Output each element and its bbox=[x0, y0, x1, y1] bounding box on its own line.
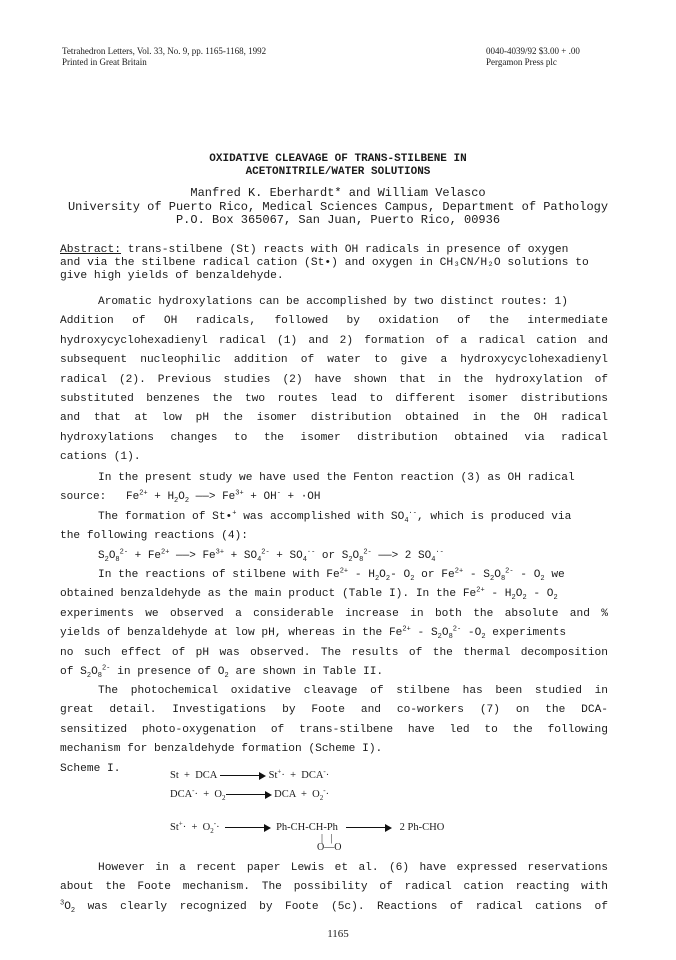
persulfate-equation: $S_2O_8^{2-} + Fe^{2+}$ ——> $Fe^{3+} + SO_4^{2-} + SO_4^{\cdot-}$ or $S_2O_8^{2-}$ ——> 2 $SO_4^{\cdot-}$ bbox=[98, 548, 444, 564]
fenton-equation: source: $Fe^{2+} + H_2O_2$ ——> $Fe^{3+} + OH^- + \cdot OH$ bbox=[60, 489, 321, 506]
body-line: of $S_2O_8^{2-}$ in presence of $O_2$ are shown in Table II. bbox=[60, 664, 384, 681]
author-names: Manfred K. Eberhardt* and William Velasco bbox=[190, 186, 486, 200]
body-line: about the Foote mechanism. The possibility of radical cation reacting with bbox=[60, 881, 608, 894]
paragraph-photochemical bbox=[60, 682, 608, 779]
publisher: Pergamon Press plc bbox=[486, 57, 557, 67]
reaction-arrow bbox=[346, 824, 392, 832]
paragraph-radical-cation bbox=[60, 508, 608, 566]
body-line: hydroxycyclohexadienyl radical (1) and 2) formation of a radical cation and bbox=[60, 334, 608, 347]
abstract-line1: trans-stilbene (St) reacts with OH radicals in presence of oxygen bbox=[121, 244, 569, 256]
paragraph-results bbox=[60, 566, 608, 682]
paper-title-line1: OXIDATIVE CLEAVAGE OF TRANS-STILBENE IN bbox=[209, 153, 467, 165]
paragraph-fenton bbox=[60, 469, 608, 507]
body-line: Addition of OH radicals, followed by oxidation of the intermediate bbox=[60, 315, 608, 328]
body-line: Aromatic hydroxylations can be accomplished by two distinct routes: 1) bbox=[98, 296, 568, 308]
body-line: In the reactions of stilbene with $Fe^{2+} - H_2O_2-$ $O_2$ or $Fe^{2+} - S_2O_8^{2-} - O_2$ we bbox=[98, 567, 565, 584]
scheme-label: Scheme I. bbox=[60, 762, 121, 775]
paragraph-intro bbox=[60, 293, 608, 468]
body-line: hydroxylations changes to the isomer distribution obtained via radical bbox=[60, 431, 608, 444]
scheme-1-line1: St + DCA St+· + DCA-· bbox=[170, 767, 330, 781]
issn-price: 0040-4039/92 $3.00 + .00 bbox=[486, 46, 580, 56]
body-line: mechanism for benzaldehyde formation (Scheme I). bbox=[60, 743, 383, 756]
reaction-arrow bbox=[226, 791, 272, 799]
reaction-arrow bbox=[220, 772, 266, 780]
body-line: yields of benzaldehyde at low pH, whereas in the $Fe^{2+} - S_2O_8^{2-}$ $-O_2$ experiments bbox=[60, 625, 567, 642]
body-line: great detail. Investigations by Foote and co-workers (7) on the DCA- bbox=[60, 704, 608, 717]
peroxide-bridge: | | O—O bbox=[317, 833, 342, 853]
body-line: no such effect of pH was observed. The results of the thermal decomposition bbox=[60, 646, 608, 659]
body-line: The formation of St•+ was accomplished with $SO_4^{\cdot-}$, which is produced via bbox=[98, 509, 572, 526]
abstract-line3: give high yields of benzaldehyde. bbox=[60, 270, 284, 282]
body-line: obtained benzaldehyde as the main product (Table I). In the $Fe^{2+} - H_2O_2 - O_2$ bbox=[60, 586, 558, 603]
page-number: 1165 bbox=[327, 928, 349, 940]
reaction-arrow bbox=[225, 824, 271, 832]
journal-citation: Tetrahedron Letters, Vol. 33, No. 9, pp. 1165-1168, 1992 bbox=[62, 46, 267, 56]
body-line: cations (1). bbox=[60, 451, 141, 464]
abstract bbox=[60, 244, 620, 283]
body-line: experiments we observed a considerable increase in both the absolute and % bbox=[60, 607, 608, 620]
paragraph-lewis bbox=[60, 859, 608, 917]
body-line: radical (2). Previous studies (2) have shown that in the hydroxylation of bbox=[60, 373, 608, 386]
body-line: $^3O_2$ was clearly recognized by Foote (5c). Reactions of radical cations of bbox=[60, 899, 608, 916]
scheme-1-line3: $St^+\cdot + O_2^-\cdot$ Ph-CH-CH-Ph 2 Ph-CHO bbox=[170, 819, 445, 836]
affiliation: University of Puerto Rico, Medical Sciences Campus, Department of Pathology bbox=[67, 200, 609, 214]
body-line: The photochemical oxidative cleavage of stilbene has been studied in bbox=[98, 685, 608, 697]
body-line: and that at low pH the isomer distribution obtained in the OH radical bbox=[60, 412, 608, 425]
body-line: However in a recent paper Lewis et al. (6) have expressed reservations bbox=[98, 862, 608, 874]
body-line: substituted benzenes the two routes lead to different isomer distributions bbox=[60, 393, 608, 406]
body-line: sensitized photo-oxygenation of trans-stilbene have led to the following bbox=[60, 723, 608, 736]
body-line: subsequent nucleophilic addition of water to give a hydroxycyclohexadienyl bbox=[60, 354, 608, 367]
abstract-line2: and via the stilbene radical cation (St•) and oxygen in CH₃CN/H₂O solutions to bbox=[60, 257, 589, 269]
body-line: the following reactions (4): bbox=[60, 530, 248, 543]
address: P.O. Box 365067, San Juan, Puerto Rico, 00936 bbox=[175, 213, 501, 227]
body-line: In the present study we have used the Fenton reaction (3) as OH radical bbox=[98, 472, 575, 484]
scheme-1-line2: $DCA^-\cdot + O_2$ DCA + $O_2^-\cdot$ bbox=[170, 786, 330, 803]
printed-in: Printed in Great Britain bbox=[62, 57, 147, 67]
paper-title-line2: ACETONITRILE/WATER SOLUTIONS bbox=[245, 166, 431, 178]
abstract-label: Abstract: bbox=[60, 244, 122, 256]
